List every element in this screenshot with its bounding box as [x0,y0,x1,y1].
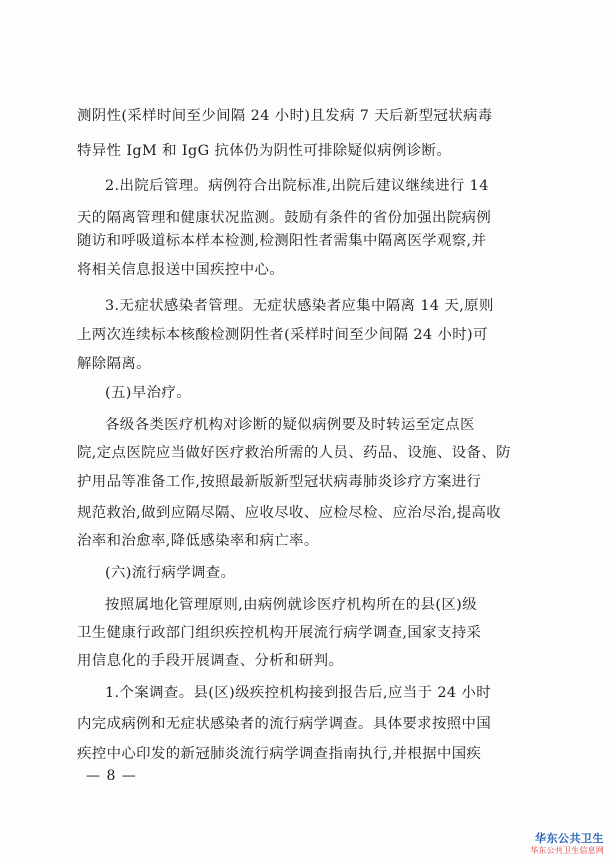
watermark-subtitle: 华东公共卫生信息网 [530,846,604,855]
body-text-line: 解除隔离。 [77,356,151,372]
body-text-line: 上两次连续标本核酸检测阴性者(采样时间至少间隔 24 小时)可 [77,327,488,343]
watermark-logo [509,832,604,862]
body-text-line: 用信息化的手段开展调查、分析和研判。 [77,653,344,669]
body-text-line: 按照属地化管理原则,由病例就诊医疗机构所在的县(区)级 [105,597,477,613]
body-text-line: 院,定点医院应当做好医疗救治所需的人员、药品、设施、设备、防 [77,445,511,461]
watermark-title: 华东公共卫生 [535,832,604,845]
section-heading: (五)早治疗。 [105,385,191,401]
body-text-line: 测阴性(采样时间至少间隔 24 小时)且发病 7 天后新型冠状病毒 [77,108,493,124]
body-text-line: 随访和呼吸道标本样本检测,检测阳性者需集中隔离医学观察,并 [77,233,487,249]
body-text-line: 特异性 IgM 和 IgG 抗体仍为阴性可排除疑似病例诊断。 [77,143,452,159]
body-text-line: 治率和治愈率,降低感染率和病亡率。 [77,533,319,549]
body-text-line: 卫生健康行政部门组织疾控机构开展流行病学调查,国家支持采 [77,625,482,641]
body-text-line: 3.无症状感染者管理。无症状感染者应集中隔离 14 天,原则 [105,298,494,314]
body-text-line: 疾控中心印发的新冠肺炎流行病学调查指南执行,并根据中国疾 [77,746,482,762]
body-text-line: 内完成病例和无症状感染者的流行病学调查。具体要求按照中国 [77,716,492,732]
body-text-line: 2.出院后管理。病例符合出院标准,出院后建议继续进行 14 [105,178,489,194]
body-text-line: 护用品等准备工作,按照最新版新型冠状病毒肺炎诊疗方案进行 [77,474,482,490]
page-number: — 8 — [86,768,137,784]
body-text-line: 规范救治,做到应隔尽隔、应收尽收、应检尽检、应治尽治,提高收 [77,505,502,521]
body-text-line: 各级各类医疗机构对诊断的疑似病例要及时转运至定点医 [105,417,475,433]
body-text-line: 将相关信息报送中国疾控中心。 [77,262,285,278]
body-text-line: 天的隔离管理和健康状况监测。鼓励有条件的省份加强出院病例 [77,210,492,226]
section-heading: (六)流行病学调查。 [105,565,236,581]
body-text-line: 1.个案调查。县(区)级疾控机构接到报告后,应当于 24 小时 [105,685,491,701]
